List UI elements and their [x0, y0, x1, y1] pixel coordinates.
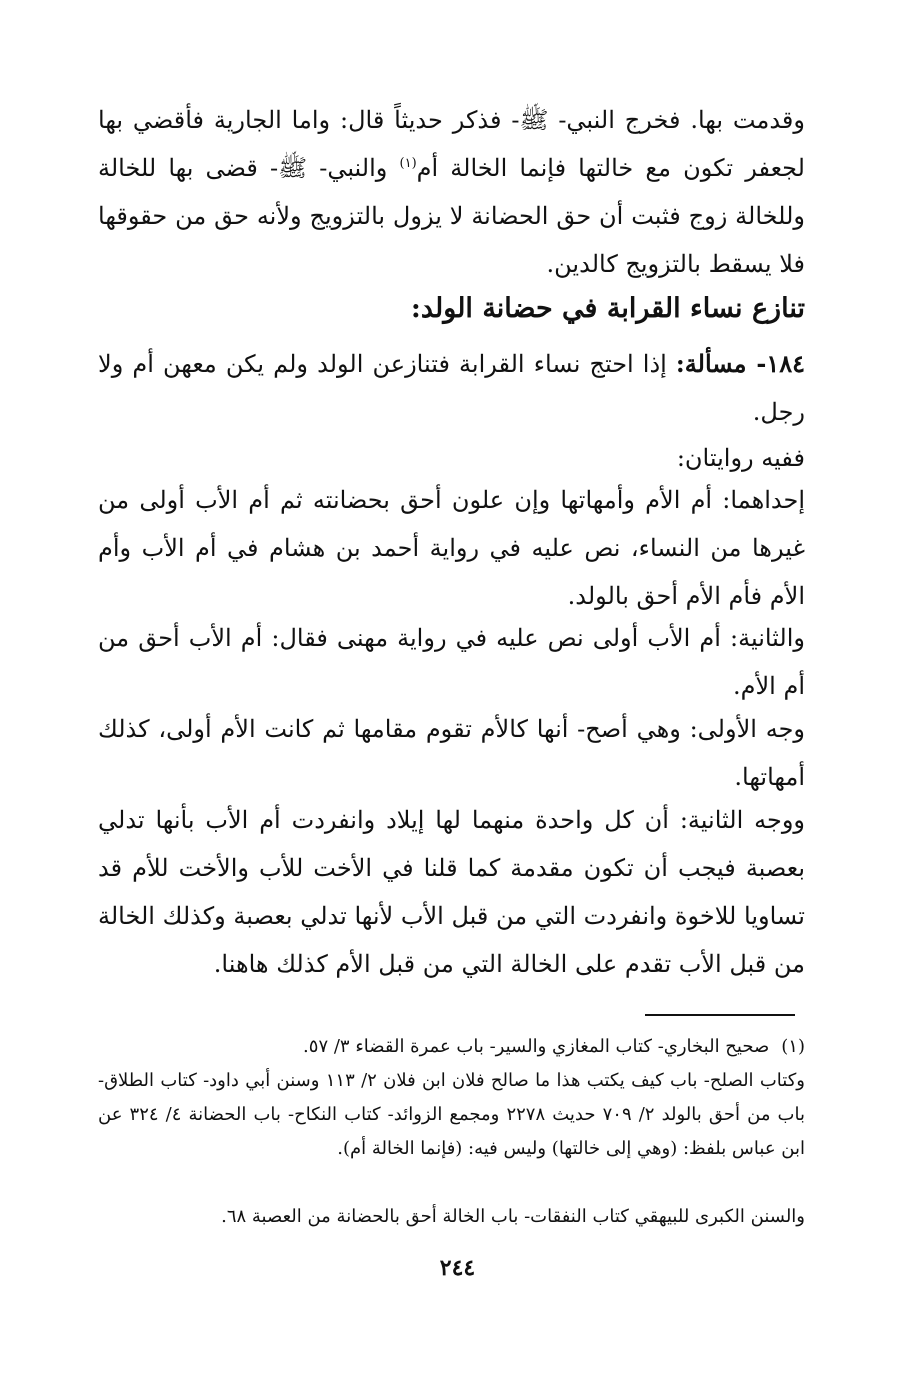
paragraph-opening [98, 96, 805, 288]
paragraph-first-reasoning: وجه الأولى: وهي أصح- أنها كالأم تقوم مقامها ثم كانت الأم أولى، كذلك أمهاتها. [98, 715, 805, 791]
footnote-1-final: والسنن الكبرى للبيهقي كتاب النفقات- باب الخالة أحق بالحضانة من العصبة ٦٨. [221, 1206, 805, 1227]
footnote-1 [98, 1030, 805, 1064]
paragraph-two-narrations: ففيه روايتان: [676, 444, 805, 472]
masala-text: إذا احتج نساء القرابة فتنازعن الولد ولم يكن معهن أم ولا رجل. [98, 350, 805, 426]
paragraph-second-narration: والثانية: أم الأب أولى نص عليه في رواية مهنى فقال: أم الأب أحق من أم الأم. [98, 624, 805, 700]
footnote-1-continuation: وكتاب الصلح- باب كيف يكتب هذا ما صالح فلان ابن فلان ٢/ ١١٣ وسنن أبي داود- كتاب الطلاق- باب من أحق بالولد ٢/ ٧٠٩ حديث ٢٢٧٨ ومجمع الزوائد- كتاب النكاح- باب الحضانة ٤/ ٣٢٤ عن ابن عباس بلفظ: (وهي إلى خالتها) وليس فيه: (فإنما الخالة أم). [98, 1070, 805, 1159]
paragraph-opening-continuation: والنبي- ﷺ- قضى بها للخالة وللخالة زوج فثبت أن حق الحضانة لا يزول بالتزويج ولأنه حق من حقوقها فلا يسقط بالتزويج كالدين. [98, 154, 805, 278]
masala-label: ١٨٤- مسألة: [675, 349, 805, 378]
section-heading: تنازع نساء القرابة في حضانة الولد: [410, 293, 805, 324]
page-number: ٢٤٤ [439, 1255, 476, 1281]
footnote-reference: (١) [399, 156, 417, 171]
paragraph-opening-text: وقدمت بها. فخرج النبي- ﷺ- فذكر حديثاً قال: واما الجارية فأقضي بها لجعفر تكون مع خالتها فإنما الخالة أم [98, 106, 805, 182]
paragraph-first-narration: إحداهما: أم الأم وأمهاتها وإن علون أحق بحضانته ثم أم الأب أولى من غيرها من النساء، نص عليه في رواية أحمد بن هشام في أم الأب وأم الأم فأم الأم أحق بالولد. [98, 486, 805, 610]
footnote-number: (١) [781, 1036, 805, 1057]
footnote-1-text: صحيح البخاري- كتاب المغازي والسير- باب عمرة القضاء ٣/ ٥٧. [303, 1036, 770, 1057]
footnote-separator [645, 1014, 795, 1016]
paragraph-second-reasoning: ووجه الثانية: أن كل واحدة منهما لها إيلاد وانفردت أم الأب بأنها تدلي بعصبة فيجب أن تكون مقدمة كما قلنا في الأخت للأب والأخت للأم قد تساويا للاخوة وانفردت التي من قبل الأب لأنها تدلي بعصبة وكذلك الخالة من قبل الأب تقدم على الخالة التي من قبل الأم كذلك هاهنا. [98, 806, 805, 978]
paragraph-masala-184 [98, 340, 805, 436]
